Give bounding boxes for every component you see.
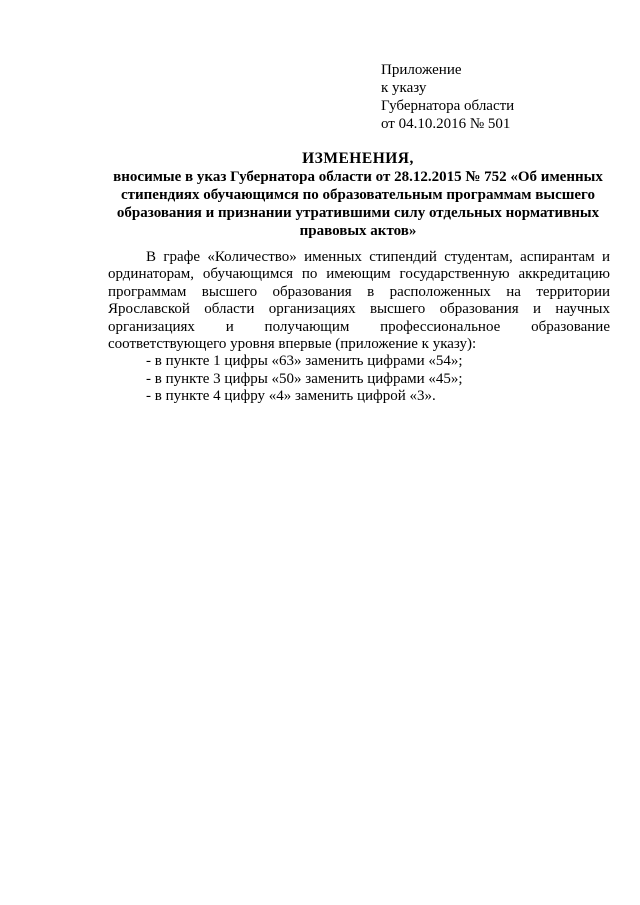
heading-title: ИЗМЕНЕНИЯ, bbox=[302, 150, 414, 167]
appendix-line: от 04.10.2016 № 501 bbox=[381, 116, 511, 132]
heading-subtitle: вносимые в указ Губернатора области от 28.12.2015 № 752 «Об именных стипендиях обучающимся по образовательным программам высшего образования и признании утратившими силу отдельных нормативных правовых актов» bbox=[113, 169, 603, 239]
appendix-line: Губернатора области bbox=[381, 98, 515, 114]
document-heading bbox=[100, 150, 616, 240]
list-item: - в пункте 1 цифры «63» заменить цифрами «54»; bbox=[146, 353, 463, 370]
document-body bbox=[108, 249, 610, 406]
list-item: - в пункте 3 цифры «50» заменить цифрами «45»; bbox=[146, 370, 463, 387]
appendix-line: Приложение bbox=[381, 62, 462, 78]
list-item: - в пункте 4 цифру «4» заменить цифрой «3». bbox=[146, 388, 436, 405]
appendix-block bbox=[381, 61, 514, 133]
body-paragraph: В графе «Количество» именных стипендий студентам, аспирантам и ординаторам, обучающимся по имеющим государственную аккредитацию программам высшего образования в расположенных на территории Ярославской области организациях высшего образования и научных организациях и получающим профессиональное образование соответствующего уровня впервые (приложение к указу): bbox=[108, 249, 610, 353]
appendix-line: к указу bbox=[381, 80, 427, 96]
